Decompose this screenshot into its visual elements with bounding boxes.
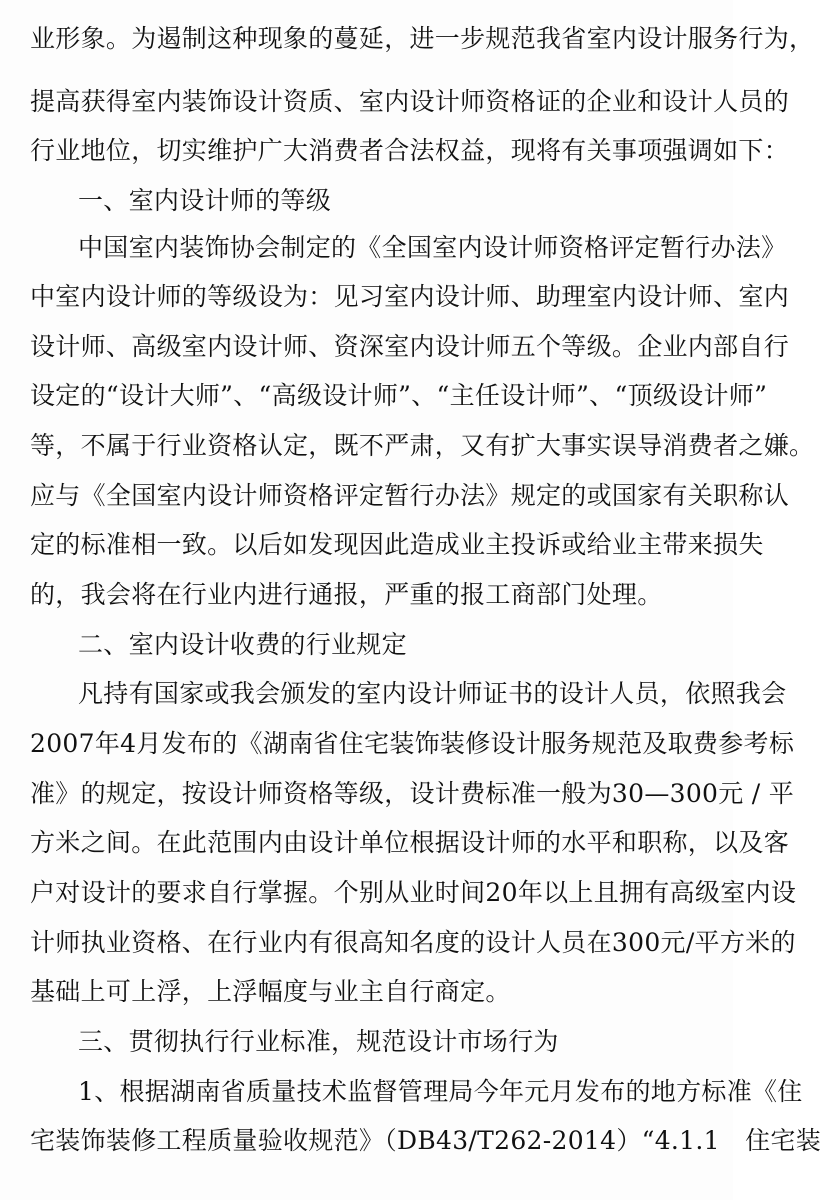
paragraph-line: 业形象。为遏制这种现象的蔓延，进一步规范我省室内设计服务行为， — [30, 24, 815, 53]
paragraph-line: 凡持有国家或我会颁发的室内设计师证书的设计人员，依照我会 — [78, 679, 787, 708]
paragraph-line: 计师执业资格、在行业内有很高知名度的设计人员在300元/平方米的 — [30, 928, 796, 957]
paragraph-line: 1、根据湖南省质量技术监督管理局今年元月发布的地方标准《住 — [78, 1077, 803, 1106]
paragraph-line: 方米之间。在此范围内由设计单位根据设计师的水平和职称，以及客 — [30, 828, 790, 857]
paragraph-line: 设定的“设计大师”、“高级设计师”、“主任设计师”、“顶级设计师” — [30, 381, 768, 410]
paragraph-line: 提高获得室内装饰设计资质、室内设计师资格证的企业和设计人员的 — [30, 87, 790, 116]
paragraph-line: 户对设计的要求自行掌握。个别从业时间20年以上且拥有高级室内设 — [30, 878, 797, 907]
paragraph-line: 准》的规定，按设计师资格等级，设计费标准一般为30—300元 / 平 — [30, 779, 795, 808]
section-heading: 一、室内设计师的等级 — [78, 186, 332, 215]
paragraph-line: 宅装饰装修工程质量验收规范》（DB43/T262-2014）“4.1.1 住宅装 — [30, 1126, 821, 1155]
paragraph-line: 应与《全国室内设计师资格评定暂行办法》规定的或国家有关职称认 — [30, 481, 790, 510]
paragraph-line: 中国室内装饰协会制定的《全国室内设计师资格评定暂行办法》 — [78, 233, 787, 262]
paragraph-line: 中室内设计师的等级设为：见习室内设计师、助理室内设计师、室内 — [30, 282, 790, 311]
paragraph-line: 等，不属于行业资格认定，既不严肃，又有扩大事实误导消费者之嫌。 — [30, 431, 815, 460]
paragraph-line: 基础上可上浮，上浮幅度与业主自行商定。 — [30, 977, 511, 1006]
section-heading: 三、贯彻执行行业标准，规范设计市场行为 — [78, 1027, 559, 1056]
paragraph-line: 定的标准相一致。以后如发现因此造成业主投诉或给业主带来损失 — [30, 530, 764, 559]
paragraph-line: 的，我会将在行业内进行通报，严重的报工商部门处理。 — [30, 580, 663, 609]
paragraph-line: 行业地位，切实维护广大消费者合法权益，现将有关事项强调如下： — [30, 136, 790, 165]
paragraph-line: 设计师、高级室内设计师、资深室内设计师五个等级。企业内部自行 — [30, 332, 790, 361]
paragraph-line: 2007年4月发布的《湖南省住宅装饰装修设计服务规范及取费参考标 — [30, 729, 795, 758]
section-heading: 二、室内设计收费的行业规定 — [78, 630, 407, 659]
